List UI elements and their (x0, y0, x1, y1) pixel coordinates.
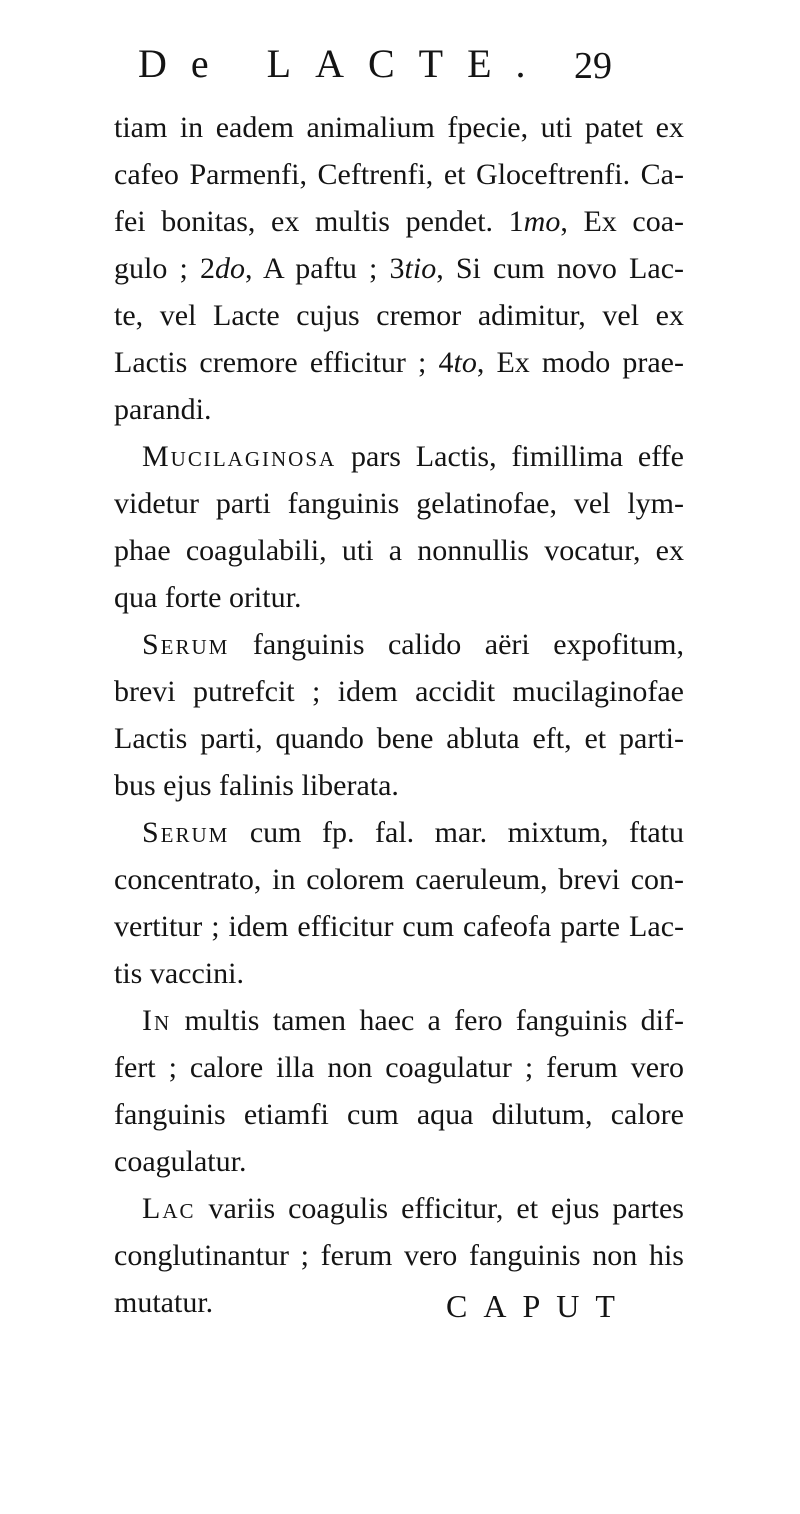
paragraph-start-serum: Serum fanguinis calido aëri expofitum, (142, 628, 684, 661)
text-line: bus ejus falinis liberata. (114, 769, 399, 802)
text-line: vertitur ; idem efficitur cum cafeofa parte Lac- (114, 910, 684, 943)
page-header (0, 40, 800, 100)
text-line: fanguinis etiamfi cum aqua dilutum, calore (114, 1098, 684, 1131)
text-line: cafeo Parmenfi, Ceftrenfi, et Gloceftrenfi. Ca- (114, 158, 684, 191)
body-text (114, 104, 684, 1326)
text-line: phae coagulabili, uti a nonnullis vocatur, ex (114, 534, 684, 567)
text-line: qua forte oritur. (114, 581, 302, 614)
text-line: mutatur. (114, 1286, 214, 1319)
text-line: fei bonitas, ex multis pendet. 1mo, Ex coa- (114, 205, 684, 238)
running-title: De LACTE. (138, 41, 550, 86)
text-line: fert ; calore illa non coagulatur ; ferum vero (114, 1051, 684, 1084)
text-line: parandi. (114, 393, 212, 426)
text-line: coagulatur. (114, 1145, 247, 1178)
text-line: conglutinantur ; ferum vero fanguinis non his (114, 1239, 684, 1272)
text-line: concentrato, in colorem caeruleum, brevi con- (114, 863, 684, 896)
text-line: tis vaccini. (114, 957, 244, 990)
text-line: gulo ; 2do, A paftu ; 3tio, Si cum novo Lac- (114, 252, 684, 285)
text-line: brevi putrefcit ; idem accidit mucilaginofae (114, 675, 684, 708)
page-number: 29 (574, 45, 612, 87)
paragraph-start-mucilaginosa: Mucilaginosa pars Lactis, fimillima effe (142, 440, 684, 473)
text-line: videtur parti fanguinis gelatinofae, vel lym- (114, 487, 684, 520)
paragraph-start-lac: Lac variis coagulis efficitur, et ejus partes (142, 1192, 684, 1225)
text-line: te, vel Lacte cujus cremor adimitur, vel ex (114, 299, 684, 332)
catchword: CAPUT (446, 1288, 631, 1324)
text-line: Lactis parti, quando bene abluta eft, et parti- (114, 722, 684, 755)
paragraph-start-serum-cum: Serum cum fp. fal. mar. mixtum, ftatu (142, 816, 684, 849)
paragraph-start-in-multis: In multis tamen haec a fero fanguinis dif- (142, 1004, 684, 1037)
text-line: tiam in eadem animalium fpecie, uti patet ex (114, 111, 684, 144)
text-line: Lactis cremore efficitur ; 4to, Ex modo prae- (114, 346, 684, 379)
